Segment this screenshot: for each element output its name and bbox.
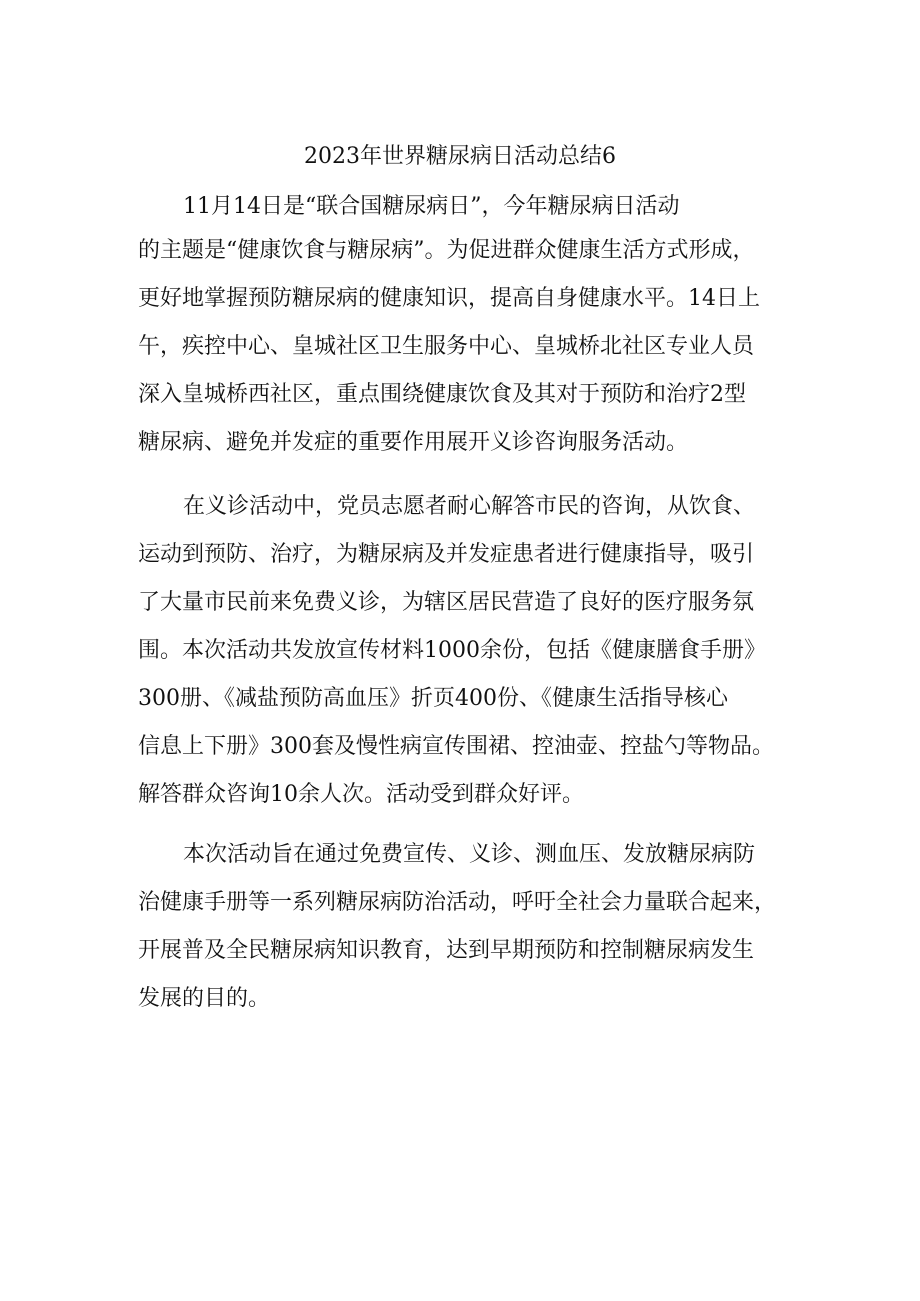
paragraph-2-line-2: 运动到预防、治疗，为糖尿病及并发症患者进行健康指导，吸引 <box>138 542 755 567</box>
paragraph-3-line-4: 发展的目的。 <box>138 986 271 1011</box>
paragraph-1-line-4: 午，疾控中心、皇城社区卫生服务中心、皇城桥北社区专业人员 <box>138 334 755 359</box>
paragraph-1-line-6: 糖尿病、避免并发症的重要作用展开义诊咨询服务活动。 <box>138 430 689 455</box>
paragraph-1-line-5: 深入皇城桥西社区，重点围绕健康饮食及其对于预防和治疗2型 <box>138 382 746 407</box>
paragraph-2-line-4: 围。本次活动共发放宣传材料1000余份，包括《健康膳食手册》 <box>138 638 766 663</box>
paragraph-1-line-3: 更好地掌握预防糖尿病的健康知识，提高自身健康水平。14日上 <box>138 286 760 311</box>
paragraph-1-line-1: 11月14日是“联合国糖尿病日”，今年糖尿病日活动 <box>183 194 680 219</box>
paragraph-2-line-5: 300册、《减盐预防高血压》折页400份、《健康生活指导核心 <box>138 686 728 711</box>
paragraph-2-line-6: 信息上下册》300套及慢性病宣传围裙、控油壶、控盐勺等物品。 <box>138 734 774 759</box>
paragraph-3-line-2: 治健康手册等一系列糖尿病防治活动，呼吁全社会力量联合起来， <box>138 890 777 915</box>
paragraph-3-line-3: 开展普及全民糖尿病知识教育，达到早期预防和控制糖尿病发生 <box>138 938 755 963</box>
paragraph-3-line-1: 本次活动旨在通过免费宣传、义诊、测血压、发放糖尿病防 <box>183 842 756 867</box>
paragraph-2-line-7: 解答群众咨询10余人次。活动受到群众好评。 <box>138 782 584 807</box>
paragraph-1-line-2: 的主题是“健康饮食与糖尿病”。为促进群众健康生活方式形成， <box>138 238 755 263</box>
document-title: 2023年世界糖尿病日活动总结6 <box>304 144 616 169</box>
paragraph-2-line-1: 在义诊活动中，党员志愿者耐心解答市民的咨询，从饮食、 <box>183 494 756 519</box>
paragraph-2-line-3: 了大量市民前来免费义诊，为辖区居民营造了良好的医疗服务氛 <box>138 590 755 615</box>
